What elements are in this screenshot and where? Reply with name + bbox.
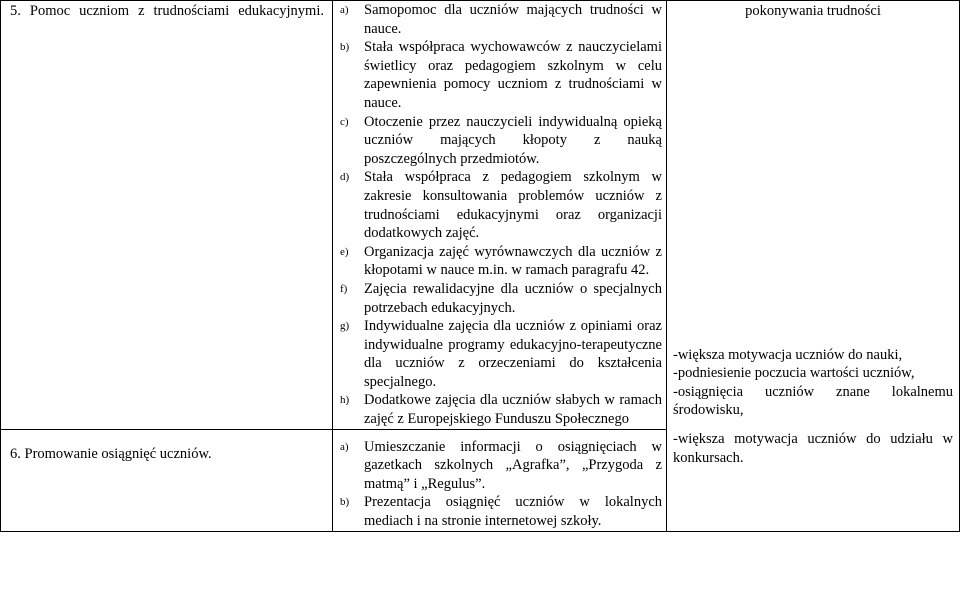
list-item-text: Samopomoc dla uczniów mających trudności w nauce. <box>364 2 662 37</box>
list-item <box>340 280 662 317</box>
list-item <box>340 113 662 169</box>
list-marker: d) <box>340 171 350 184</box>
list-item <box>340 493 662 530</box>
list-item-text: Stała współpraca wychowawców z nauczycielami świetlicy oraz pedagogiem szkolnym w celu zapewnienia pomocy uczniom z trudnościami w nauce. <box>364 39 662 111</box>
list-marker: b) <box>340 41 350 54</box>
list-item-text: Umieszczanie informacji o osiągnięciach w gazetkach szkolnych „Agrafka”, „Przygoda z matmą” i „Regulus”. <box>364 438 662 492</box>
list-marker: h) <box>340 394 350 407</box>
list-marker: a) <box>340 440 349 453</box>
effects-cell <box>667 1 960 532</box>
list-item <box>340 38 662 112</box>
list-marker: a) <box>340 4 349 16</box>
list-item <box>340 168 662 242</box>
table-row <box>1 1 960 430</box>
task-cell <box>1 1 333 430</box>
list-item <box>340 438 662 494</box>
task-cell <box>1 429 333 531</box>
list-marker: f) <box>340 282 348 295</box>
list-marker: c) <box>340 115 349 128</box>
list-item <box>340 391 662 428</box>
list-item-text: Dodatkowe zajęcia dla uczniów słabych w ramach zajęć z Europejskiego Funduszu Społecznego <box>364 392 662 428</box>
actions-list <box>340 1 662 429</box>
list-item-text: Prezentacja osiągnięć uczniów w lokalnych mediach i na stronie internetowej szkoły. <box>364 494 662 530</box>
effect-item: -osiągnięcia uczniów znane lokalnemu środowisku, <box>673 383 953 419</box>
effect-item: -podniesienie poczucia wartości uczniów, <box>673 365 915 382</box>
actions-cell <box>333 429 667 531</box>
list-item <box>340 243 662 280</box>
task-title: 6. Promowanie osiągnięć uczniów. <box>10 445 212 462</box>
list-marker: e) <box>340 245 349 258</box>
list-marker: b) <box>340 496 350 509</box>
list-item-text: Zajęcia rewalidacyjne dla uczniów o specjalnych potrzebach edukacyjnych. <box>364 280 662 316</box>
actions-list <box>340 438 662 531</box>
list-item-text: Organizacja zajęć wyrównawczych dla uczniów z kłopotami w nauce m.in. w ramach paragrafu 42. <box>364 243 662 279</box>
list-item-text: Stała współpraca z pedagogiem szkolnym w zakresie konsultowania problemów uczniów z trudnościami edukacyjnymi oraz organizacji dodatkowych zajęć. <box>364 169 662 242</box>
effect-item: -większa motywacja uczniów do udziału w konkursach. <box>673 430 953 466</box>
task-title: 5. Pomoc uczniom z trudnościami edukacyjnymi. <box>10 3 324 19</box>
list-marker: g) <box>340 320 350 333</box>
list-item-text: Indywidualne zajęcia dla uczniów z opiniami oraz indywidualne programy edukacyjno-terapeutyczne dla uczniów z orzeczeniami do kształcenia specjalnego. <box>364 318 662 390</box>
list-item <box>340 1 662 38</box>
effects-continuation: pokonywania trudności <box>745 3 881 19</box>
effect-item: -większa motywacja uczniów do nauki, <box>673 346 903 363</box>
list-item-text: Otoczenie przez nauczycieli indywidualną opieką uczniów mających kłopoty z nauką poszczególnych przedmiotów. <box>364 113 662 167</box>
list-item <box>340 317 662 391</box>
actions-cell <box>333 1 667 430</box>
